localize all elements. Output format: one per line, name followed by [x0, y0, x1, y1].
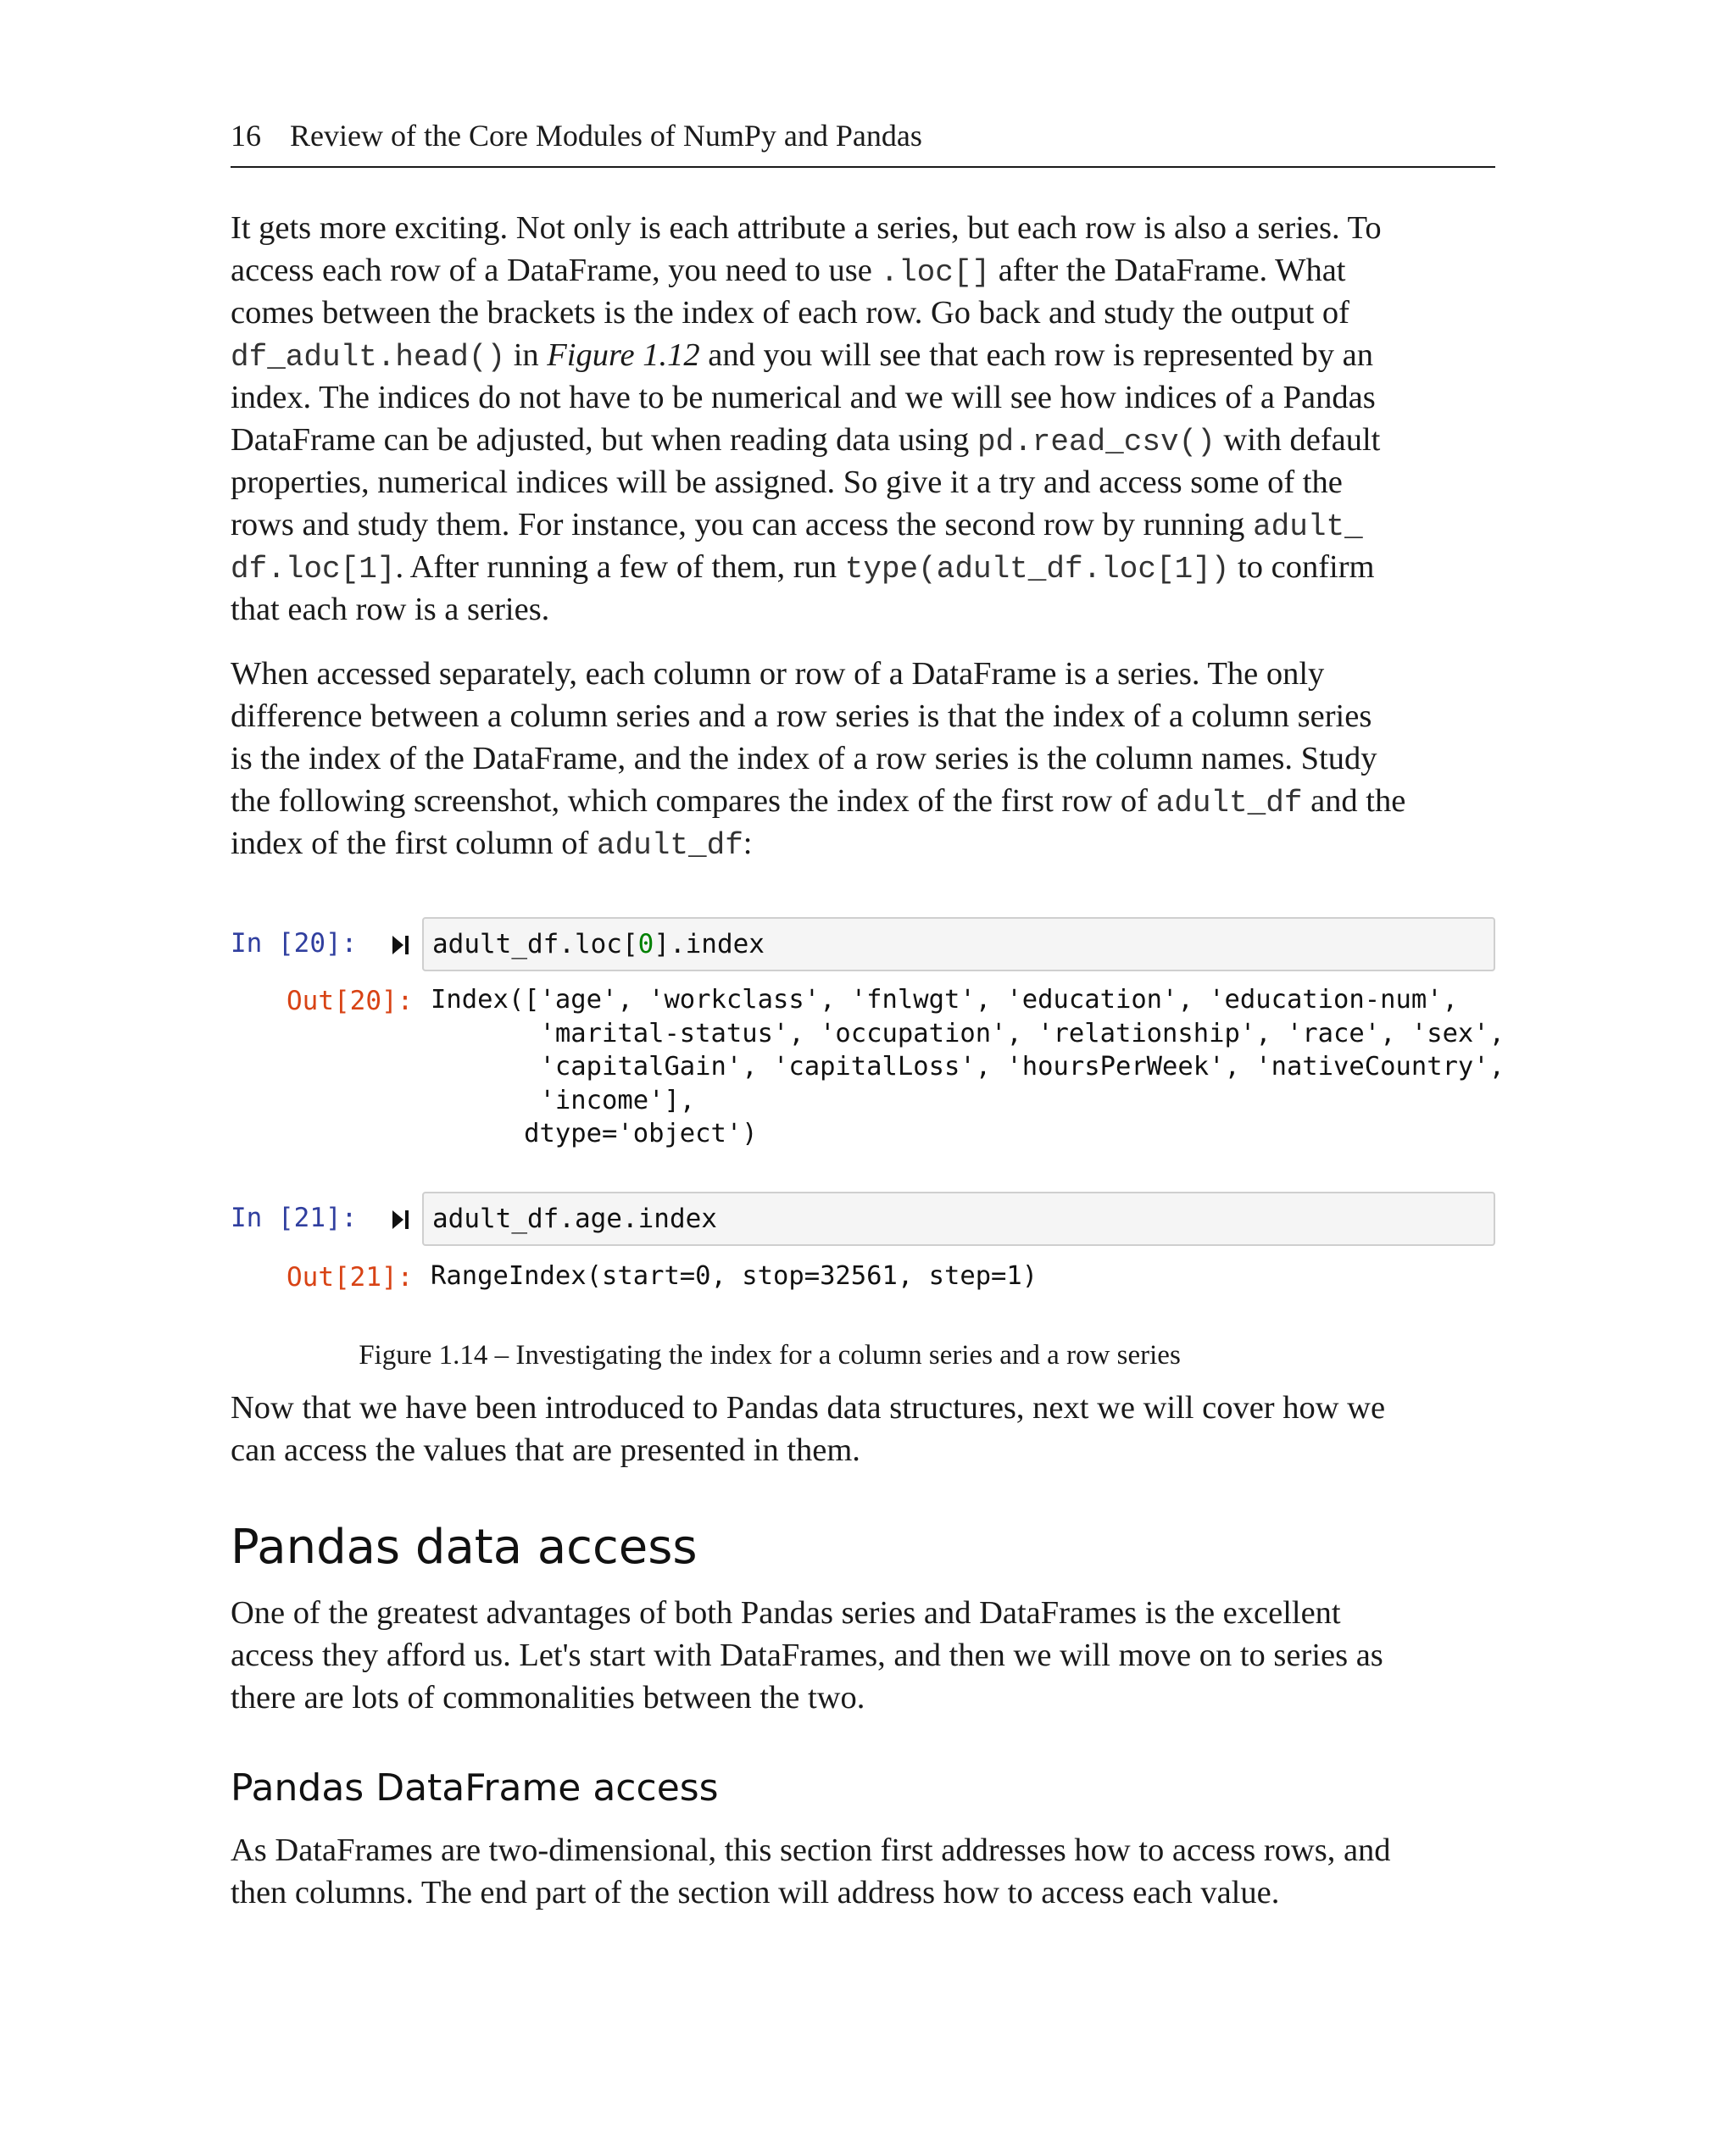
text-line: that each row is a series. — [231, 592, 550, 627]
text-line: the following screenshot, which compares the index of the first row of adult_df and the — [231, 783, 1406, 820]
code-input-box[interactable] — [422, 1192, 1495, 1246]
paragraph-dataframe-access — [231, 1829, 1495, 1914]
text-line: there are lots of commonalities between the two. — [231, 1680, 865, 1716]
text-line: comes between the brackets is the index of each row. Go back and study the output of — [231, 295, 1349, 331]
cell-output: Index(['age', 'workclass', 'fnlwgt', 'education', 'education-num', 'marital-status', 'occupation', 'relationship', 'race', 'sex', 'capitalGain', 'capitalLoss', 'hoursPerWeek', 'nativeCountry', 'income'], dtype='object') — [431, 985, 1505, 1148]
page-number: 16 — [231, 119, 261, 153]
inline-code: df_adult.head() — [231, 340, 506, 375]
running-header — [231, 117, 1495, 168]
output-prompt: Out[20]: — [287, 986, 414, 1016]
text-line: As DataFrames are two-dimensional, this section first addresses how to access rows, and — [231, 1832, 1391, 1868]
code-input-box[interactable] — [422, 917, 1495, 971]
code-text: adult_df.age.index — [432, 1204, 717, 1234]
text-line: DataFrame can be adjusted, but when reading data using pd.read_csv() with default — [231, 422, 1381, 459]
text-line: index. The indices do not have to be numerical and we will see how indices of a Pandas — [231, 380, 1376, 415]
input-prompt: In [21]: — [231, 1203, 358, 1233]
paragraph-series-index — [231, 653, 1495, 865]
subsection-heading: Pandas DataFrame access — [231, 1766, 719, 1810]
run-cell-icon[interactable] — [390, 934, 412, 956]
inline-code: adult_df — [596, 828, 743, 863]
paragraph-row-access — [231, 207, 1495, 631]
text-line: When accessed separately, each column or row of a DataFrame is a series. The only — [231, 656, 1325, 692]
text-line: rows and study them. For instance, you can access the second row by running adult_ — [231, 507, 1363, 544]
paragraph-data-access — [231, 1592, 1495, 1719]
text-line: difference between a column series and a row series is that the index of a column series — [231, 698, 1372, 734]
inline-code: adult_df — [1155, 786, 1303, 820]
inline-code: df.loc[1] — [231, 552, 396, 587]
text-line: One of the greatest advantages of both Pandas series and DataFrames is the excellent — [231, 1595, 1341, 1631]
text-line: access they afford us. Let's start with DataFrames, and then we will move on to series as — [231, 1638, 1383, 1673]
text-line: df_adult.head() in Figure 1.12 and you will see that each row is represented by an — [231, 337, 1373, 375]
text-line: Now that we have been introduced to Pandas data structures, next we will cover how we — [231, 1390, 1386, 1426]
text-line: df.loc[1]. After running a few of them, run type(adult_df.loc[1]) to confirm — [231, 549, 1375, 587]
paragraph-transition — [231, 1387, 1495, 1471]
run-cell-icon[interactable] — [390, 1209, 412, 1231]
figure-reference: Figure 1.12 — [547, 337, 700, 373]
text-line: properties, numerical indices will be assigned. So give it a try and access some of the — [231, 464, 1343, 500]
input-prompt: In [20]: — [231, 928, 358, 959]
section-heading: Pandas data access — [231, 1520, 698, 1575]
running-title: Review of the Core Modules of NumPy and Pandas — [290, 119, 922, 153]
code-text: adult_df.loc[0].index — [432, 929, 765, 959]
inline-code: pd.read_csv() — [976, 425, 1216, 459]
inline-code: .loc[] — [880, 255, 991, 290]
text-line: It gets more exciting. Not only is each attribute a series, but each row is also a series. To — [231, 210, 1382, 246]
text-line: access each row of a DataFrame, you need to use .loc[] after the DataFrame. What — [231, 253, 1346, 290]
figure-caption: Figure 1.14 – Investigating the index for a column series and a row series — [359, 1340, 1181, 1371]
text-line: then columns. The end part of the section will address how to access each value. — [231, 1875, 1280, 1910]
inline-code: adult_ — [1253, 509, 1363, 544]
text-line: can access the values that are presented in them. — [231, 1432, 860, 1468]
text-line: index of the first column of adult_df: — [231, 826, 753, 863]
cell-output: RangeIndex(start=0, stop=32561, step=1) — [431, 1261, 1038, 1291]
inline-code: type(adult_df.loc[1]) — [844, 552, 1230, 587]
output-prompt: Out[21]: — [287, 1262, 414, 1293]
text-line: is the index of the DataFrame, and the index of a row series is the column names. Study — [231, 741, 1377, 776]
